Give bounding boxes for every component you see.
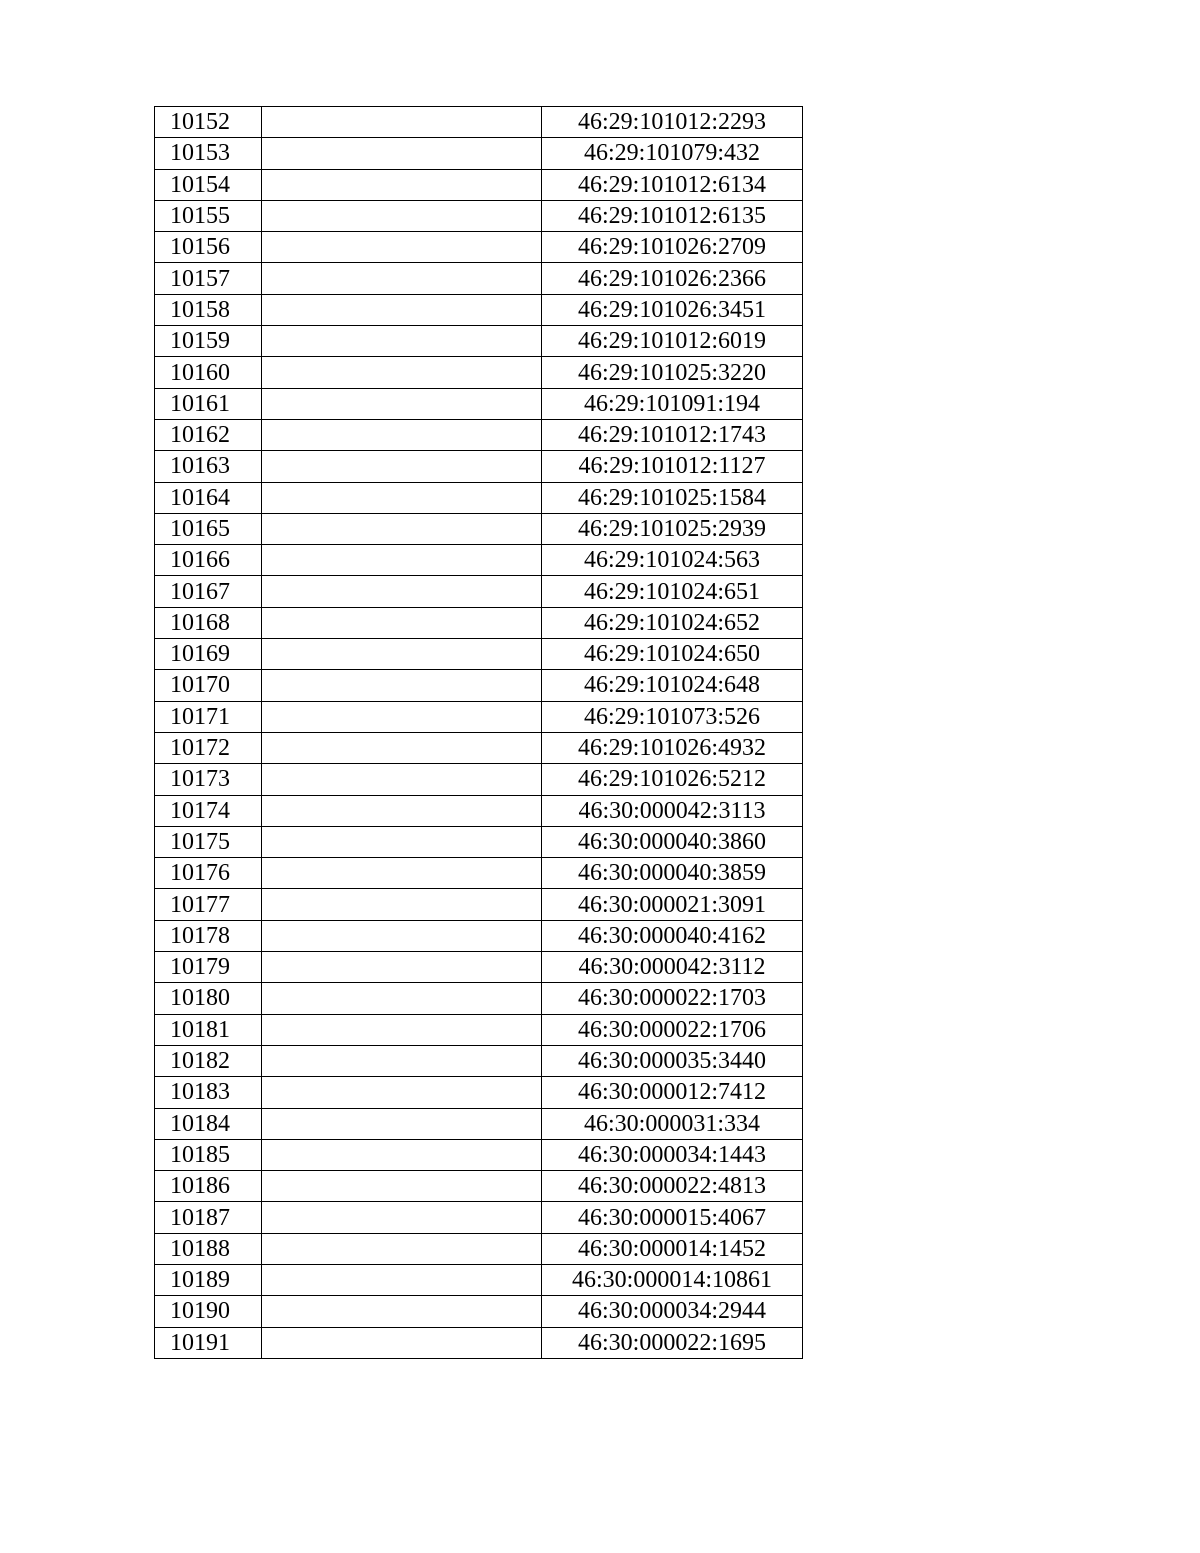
cadastral-number-cell: 46:30:000022:1706: [542, 1014, 803, 1045]
empty-cell: [262, 701, 542, 732]
empty-cell: [262, 482, 542, 513]
table-row: [155, 858, 803, 889]
table-row: [155, 1296, 803, 1327]
empty-cell: [262, 732, 542, 763]
table-row: [155, 263, 803, 294]
row-number-cell: 10183: [155, 1077, 262, 1108]
cadastral-number-cell: 46:29:101079:432: [542, 138, 803, 169]
empty-cell: [262, 1108, 542, 1139]
cadastral-number-cell: 46:30:000012:7412: [542, 1077, 803, 1108]
empty-cell: [262, 826, 542, 857]
empty-cell: [262, 1171, 542, 1202]
cadastral-number-cell: 46:29:101012:2293: [542, 107, 803, 138]
table-row: [155, 1171, 803, 1202]
cadastral-number-cell: 46:29:101012:6134: [542, 169, 803, 200]
row-number-cell: 10160: [155, 357, 262, 388]
cadastral-number-cell: 46:30:000014:10861: [542, 1264, 803, 1295]
cadastral-number-cell: 46:29:101024:652: [542, 607, 803, 638]
row-number-cell: 10162: [155, 419, 262, 450]
empty-cell: [262, 1296, 542, 1327]
table-row: [155, 419, 803, 450]
table-row: [155, 576, 803, 607]
table-row: [155, 1233, 803, 1264]
row-number-cell: 10155: [155, 200, 262, 231]
table-row: [155, 545, 803, 576]
empty-cell: [262, 1077, 542, 1108]
row-number-cell: 10187: [155, 1202, 262, 1233]
empty-cell: [262, 1014, 542, 1045]
table-row: [155, 107, 803, 138]
row-number-cell: 10174: [155, 795, 262, 826]
row-number-cell: 10170: [155, 670, 262, 701]
empty-cell: [262, 200, 542, 231]
row-number-cell: 10153: [155, 138, 262, 169]
table-row: [155, 920, 803, 951]
table-row: [155, 357, 803, 388]
table-row: [155, 826, 803, 857]
records-table: [154, 106, 803, 1359]
table-row: [155, 1014, 803, 1045]
table-row: [155, 639, 803, 670]
row-number-cell: 10164: [155, 482, 262, 513]
records-table-body: [155, 107, 803, 1359]
empty-cell: [262, 1264, 542, 1295]
cadastral-number-cell: 46:30:000022:4813: [542, 1171, 803, 1202]
cadastral-number-cell: 46:30:000034:2944: [542, 1296, 803, 1327]
cadastral-number-cell: 46:29:101026:4932: [542, 732, 803, 763]
table-row: [155, 889, 803, 920]
empty-cell: [262, 326, 542, 357]
empty-cell: [262, 952, 542, 983]
row-number-cell: 10186: [155, 1171, 262, 1202]
cadastral-number-cell: 46:29:101024:563: [542, 545, 803, 576]
row-number-cell: 10168: [155, 607, 262, 638]
table-row: [155, 1108, 803, 1139]
empty-cell: [262, 388, 542, 419]
row-number-cell: 10158: [155, 294, 262, 325]
cadastral-number-cell: 46:29:101012:6135: [542, 200, 803, 231]
empty-cell: [262, 1139, 542, 1170]
row-number-cell: 10181: [155, 1014, 262, 1045]
table-row: [155, 232, 803, 263]
table-row: [155, 451, 803, 482]
cadastral-number-cell: 46:30:000034:1443: [542, 1139, 803, 1170]
empty-cell: [262, 920, 542, 951]
empty-cell: [262, 670, 542, 701]
row-number-cell: 10179: [155, 952, 262, 983]
table-row: [155, 294, 803, 325]
cadastral-number-cell: 46:30:000031:334: [542, 1108, 803, 1139]
cadastral-number-cell: 46:29:101026:2366: [542, 263, 803, 294]
table-row: [155, 1077, 803, 1108]
row-number-cell: 10189: [155, 1264, 262, 1295]
row-number-cell: 10157: [155, 263, 262, 294]
table-row: [155, 513, 803, 544]
cadastral-number-cell: 46:30:000022:1703: [542, 983, 803, 1014]
table-row: [155, 795, 803, 826]
row-number-cell: 10165: [155, 513, 262, 544]
cadastral-number-cell: 46:30:000014:1452: [542, 1233, 803, 1264]
table-row: [155, 670, 803, 701]
cadastral-number-cell: 46:29:101012:1743: [542, 419, 803, 450]
table-row: [155, 138, 803, 169]
table-row: [155, 1264, 803, 1295]
empty-cell: [262, 889, 542, 920]
row-number-cell: 10191: [155, 1327, 262, 1358]
empty-cell: [262, 795, 542, 826]
table-row: [155, 983, 803, 1014]
empty-cell: [262, 1045, 542, 1076]
cadastral-number-cell: 46:29:101012:1127: [542, 451, 803, 482]
empty-cell: [262, 357, 542, 388]
cadastral-number-cell: 46:30:000040:4162: [542, 920, 803, 951]
row-number-cell: 10163: [155, 451, 262, 482]
empty-cell: [262, 983, 542, 1014]
cadastral-number-cell: 46:30:000040:3860: [542, 826, 803, 857]
table-row: [155, 200, 803, 231]
cadastral-number-cell: 46:30:000021:3091: [542, 889, 803, 920]
empty-cell: [262, 1327, 542, 1358]
row-number-cell: 10190: [155, 1296, 262, 1327]
row-number-cell: 10175: [155, 826, 262, 857]
cadastral-number-cell: 46:29:101025:1584: [542, 482, 803, 513]
empty-cell: [262, 263, 542, 294]
cadastral-number-cell: 46:30:000042:3112: [542, 952, 803, 983]
table-row: [155, 1202, 803, 1233]
row-number-cell: 10172: [155, 732, 262, 763]
table-row: [155, 701, 803, 732]
cadastral-number-cell: 46:29:101025:2939: [542, 513, 803, 544]
table-row: [155, 607, 803, 638]
cadastral-number-cell: 46:29:101091:194: [542, 388, 803, 419]
table-row: [155, 388, 803, 419]
empty-cell: [262, 639, 542, 670]
empty-cell: [262, 607, 542, 638]
cadastral-number-cell: 46:29:101025:3220: [542, 357, 803, 388]
empty-cell: [262, 451, 542, 482]
row-number-cell: 10178: [155, 920, 262, 951]
row-number-cell: 10156: [155, 232, 262, 263]
cadastral-number-cell: 46:30:000022:1695: [542, 1327, 803, 1358]
row-number-cell: 10154: [155, 169, 262, 200]
cadastral-number-cell: 46:29:101024:651: [542, 576, 803, 607]
row-number-cell: 10182: [155, 1045, 262, 1076]
cadastral-number-cell: 46:29:101012:6019: [542, 326, 803, 357]
empty-cell: [262, 1202, 542, 1233]
row-number-cell: 10180: [155, 983, 262, 1014]
empty-cell: [262, 419, 542, 450]
empty-cell: [262, 858, 542, 889]
row-number-cell: 10177: [155, 889, 262, 920]
row-number-cell: 10185: [155, 1139, 262, 1170]
row-number-cell: 10173: [155, 764, 262, 795]
empty-cell: [262, 1233, 542, 1264]
empty-cell: [262, 545, 542, 576]
cadastral-number-cell: 46:29:101026:3451: [542, 294, 803, 325]
row-number-cell: 10152: [155, 107, 262, 138]
table-row: [155, 482, 803, 513]
empty-cell: [262, 576, 542, 607]
table-row: [155, 764, 803, 795]
empty-cell: [262, 107, 542, 138]
row-number-cell: 10161: [155, 388, 262, 419]
cadastral-number-cell: 46:30:000015:4067: [542, 1202, 803, 1233]
table-row: [155, 326, 803, 357]
table-row: [155, 1045, 803, 1076]
empty-cell: [262, 169, 542, 200]
cadastral-number-cell: 46:29:101073:526: [542, 701, 803, 732]
empty-cell: [262, 294, 542, 325]
table-row: [155, 732, 803, 763]
cadastral-number-cell: 46:29:101026:5212: [542, 764, 803, 795]
row-number-cell: 10188: [155, 1233, 262, 1264]
cadastral-number-cell: 46:30:000035:3440: [542, 1045, 803, 1076]
cadastral-number-cell: 46:29:101026:2709: [542, 232, 803, 263]
row-number-cell: 10159: [155, 326, 262, 357]
cadastral-number-cell: 46:29:101024:648: [542, 670, 803, 701]
empty-cell: [262, 513, 542, 544]
table-row: [155, 1139, 803, 1170]
row-number-cell: 10184: [155, 1108, 262, 1139]
cadastral-number-cell: 46:30:000040:3859: [542, 858, 803, 889]
table-row: [155, 1327, 803, 1358]
cadastral-number-cell: 46:29:101024:650: [542, 639, 803, 670]
row-number-cell: 10171: [155, 701, 262, 732]
row-number-cell: 10166: [155, 545, 262, 576]
empty-cell: [262, 232, 542, 263]
cadastral-number-cell: 46:30:000042:3113: [542, 795, 803, 826]
row-number-cell: 10169: [155, 639, 262, 670]
empty-cell: [262, 764, 542, 795]
row-number-cell: 10167: [155, 576, 262, 607]
table-row: [155, 169, 803, 200]
table-row: [155, 952, 803, 983]
empty-cell: [262, 138, 542, 169]
row-number-cell: 10176: [155, 858, 262, 889]
